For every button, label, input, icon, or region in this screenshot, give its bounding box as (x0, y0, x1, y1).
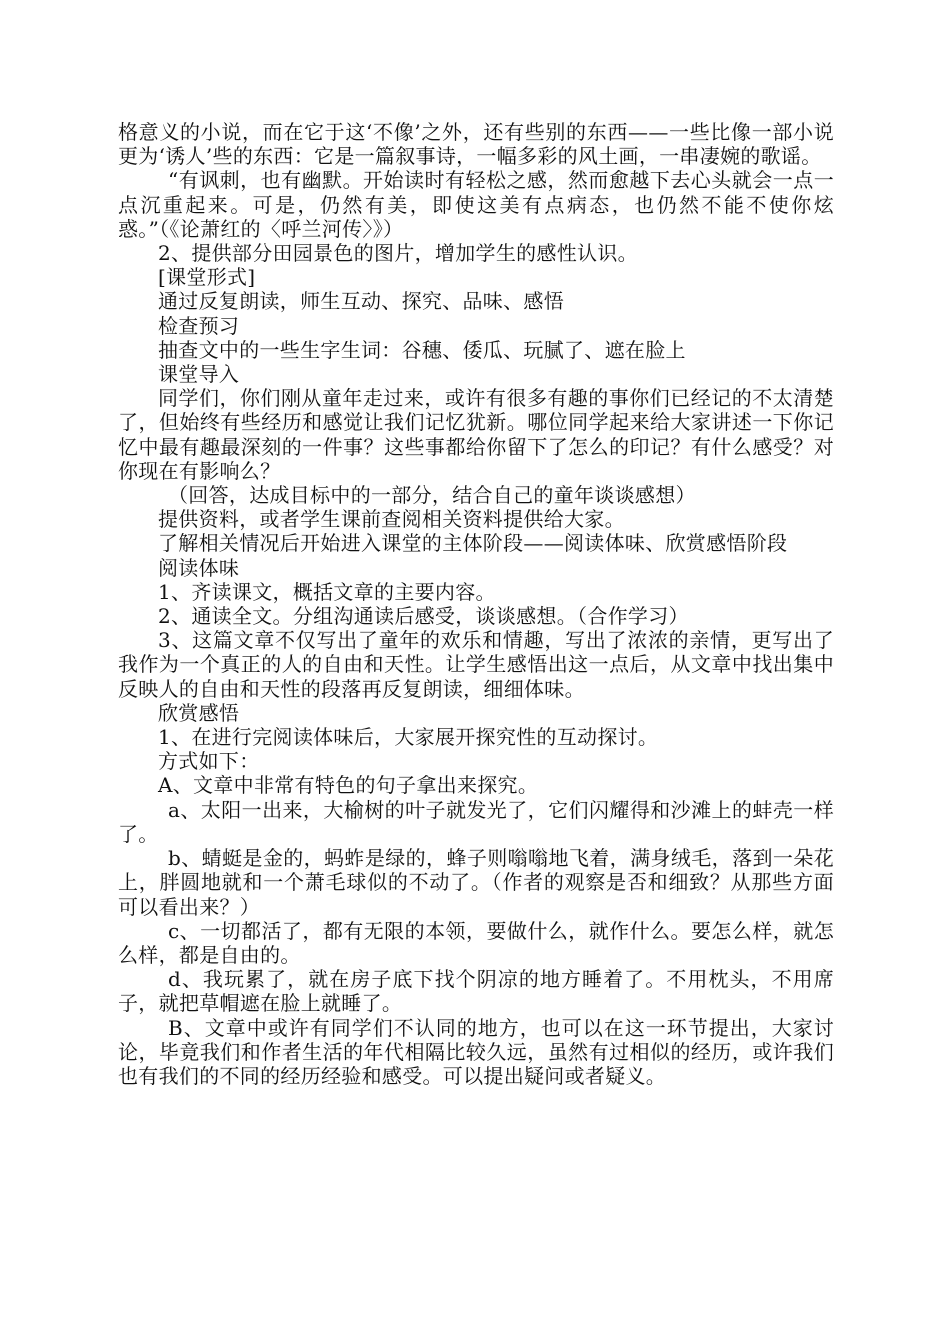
paragraph-18: 1、在进行完阅读体味后，大家展开探究性的互动探讨。 (158, 725, 659, 750)
paragraph-24: d、我玩累了，就在房子底下找个阴凉的地方睡着了。不用枕头，不用席子，就把草帽遮在脸上就睡了。 (118, 967, 834, 1016)
paragraph-20: A、文章中非常有特色的句子拿出来探究。 (158, 773, 539, 798)
paragraph-21: a、太阳一出来，大榆树的叶子就发光了，它们闪耀得和沙滩上的蚌壳一样了。 (118, 797, 834, 846)
section-heading-reading: 阅读体味 (158, 555, 240, 580)
section-heading-intro: 课堂导入 (158, 362, 240, 387)
paragraph-25: B、文章中或许有同学们不认同的地方，也可以在这一环节提出，大家讨论，毕竟我们和作者生活的年代相隔比较久远，虽然有过相似的经历，或许我们也有我们的不同的经历经验和感受。可以提出疑问或者疑义。 (118, 1015, 834, 1088)
paragraph-9: 同学们，你们刚从童年走过来，或许有很多有趣的事你们已经记的不太清楚了，但始终有些经历和感觉让我们记忆犹新。哪位同学起来给大家讲述一下你记忆中最有趣最深刻的一件事？这些事都给你留下了怎么的印记？有什么感受？对你现在有影响么？ (118, 386, 834, 483)
paragraph-16: 3、这篇文章不仅写出了童年的欢乐和情趣，写出了浓浓的亲情，更写出了我作为一个真正的人的自由和天性。让学生感悟出这一点后，从文章中找出集中反映人的自由和天性的段落再反复朗读，细细体味。 (118, 628, 834, 701)
paragraph-14: 1、齐读课文，概括文章的主要内容。 (158, 579, 496, 604)
paragraph-19: 方式如下： (158, 749, 260, 774)
paragraph-11: 提供资料，或者学生课前查阅相关资料提供给大家。 (158, 507, 625, 532)
document-page (118, 120, 834, 1088)
section-heading-form: [课堂形式] (158, 265, 256, 290)
paragraph-10: （回答，达成目标中的一部分，结合自己的童年谈谈感想） (168, 483, 696, 508)
section-heading-appreciation: 欣赏感悟 (158, 700, 240, 725)
paragraph-5: 通过反复朗读，师生互动、探究、品味、感悟 (158, 289, 564, 314)
paragraph-2: “有讽刺，也有幽默。开始读时有轻松之感，然而愈越下去心头就会一点一点沉重起来。可是，仍然有美，即使这美有点病态，也仍然不能不使你炫惑。”（《论萧红的〈呼兰河传〉》） (118, 168, 834, 241)
paragraph-7: 抽查文中的一些生字生词：谷穗、倭瓜、玩腻了、遮在脸上 (158, 337, 686, 362)
paragraph-15: 2、通读全文。分组沟通读后感受，谈谈感想。（合作学习） (158, 604, 689, 629)
paragraph-23: c、一切都活了，都有无限的本领，要做什么，就作什么。要怎么样，就怎么样，都是自由的。 (118, 918, 834, 967)
paragraph-12: 了解相关情况后开始进入课堂的主体阶段——阅读体味、欣赏感悟阶段 (158, 531, 788, 556)
paragraph-3: 2、提供部分田园景色的图片，增加学生的感性认识。 (158, 241, 638, 266)
section-heading-preview: 检查预习 (158, 313, 240, 338)
paragraph-1: 格意义的小说，而在它于这‘不像’之外，还有些别的东西——一些比像一部小说更为‘诱人’些的东西：它是一篇叙事诗，一幅多彩的风土画，一串凄婉的歌谣。 (118, 120, 834, 169)
paragraph-22: b、蜻蜓是金的，蚂蚱是绿的，蜂子则嗡嗡地飞着，满身绒毛，落到一朵花上，胖圆地就和一个萧毛球似的不动了。（作者的观察是否和细致？从那些方面可以看出来？） (118, 846, 834, 919)
